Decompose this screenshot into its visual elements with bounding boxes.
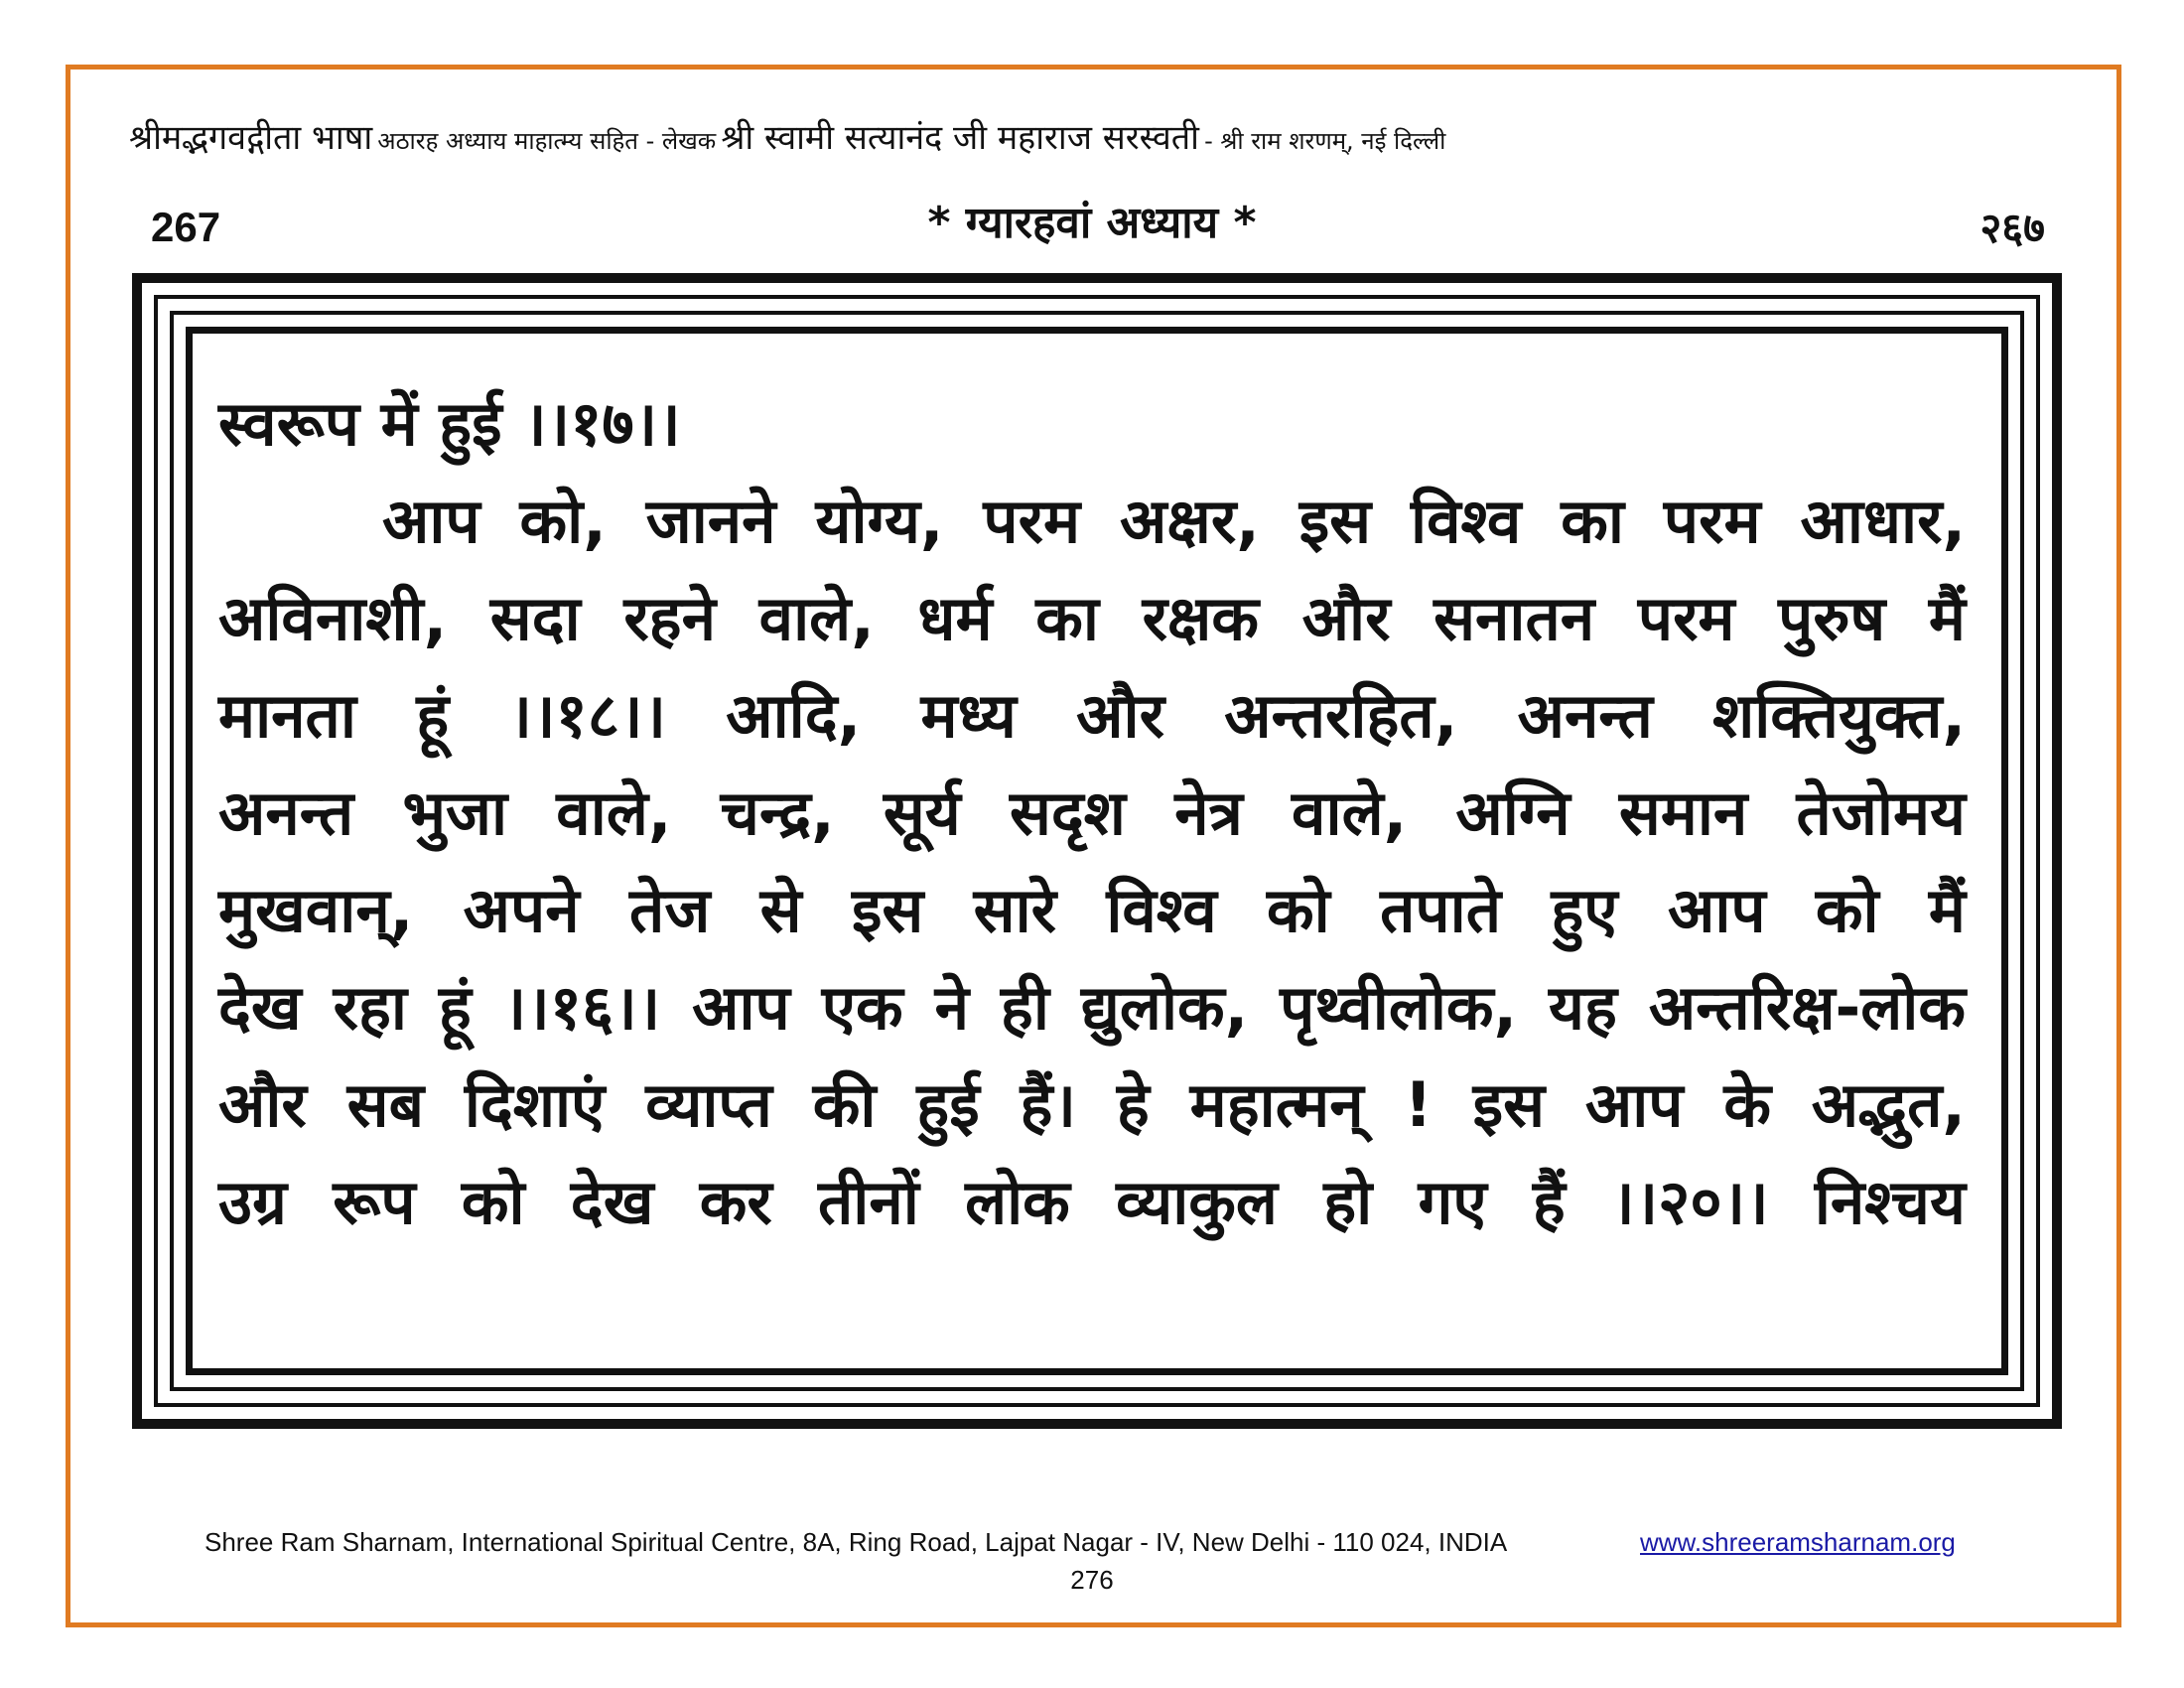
text-line: अविनाशी, सदा रहने वाले, धर्म का रक्षक और सनातन परम पुरुष मैं — [218, 582, 1966, 654]
chapter-title: * ग्यारहवां अध्याय * — [927, 198, 1257, 248]
book-author: श्री स्वामी सत्यानंद जी महाराज सरस्वती — [721, 118, 1199, 158]
book-publisher: - श्री राम शरणम्, नई दिल्ली — [1204, 127, 1446, 155]
footer-page-number: 276 — [1070, 1565, 1114, 1595]
text-line: मानता हूं ।।१८।। आदि, मध्य और अन्तरहित, अनन्त शक्तियुक्त, — [218, 679, 1966, 752]
text-line: देख रहा हूं ।।१६।। आप एक ने ही द्युलोक, पृथ्वीलोक, यह अन्तरिक्ष-लोक — [218, 971, 1966, 1044]
text-line: आप को, जानने योग्य, परम अक्षर, इस विश्व का परम आधार, — [382, 485, 1966, 557]
text-line: उग्र रूप को देख कर तीनों लोक व्याकुल हो गए हैं ।।२०।। निश्चय — [218, 1166, 1966, 1238]
footer-address: Shree Ram Sharnam, International Spiritual Centre, 8A, Ring Road, Lajpat Nagar - IV, New Delhi - 110 024, INDIA — [205, 1527, 1508, 1557]
book-subtitle: अठारह अध्याय माहात्म्य सहित - लेखक — [377, 127, 717, 155]
text-line: स्वरूप में हुई ।।१७।। — [218, 387, 681, 460]
page-number-arabic: 267 — [151, 204, 221, 250]
scripture-text — [218, 375, 1966, 1251]
book-title: श्रीमद्भगवद्गीता भाषा — [129, 118, 373, 158]
text-line: अनन्त भुजा वाले, चन्द्र, सूर्य सदृश नेत्र वाले, अग्नि समान तेजोमय — [218, 776, 1966, 849]
text-line: और सब दिशाएं व्याप्त की हुई हैं। हे महात्मन् ! इस आप के अद्भुत, — [218, 1068, 1966, 1141]
book-header — [129, 113, 2065, 163]
page-number-devanagari: २६७ — [1979, 204, 2045, 252]
text-line: मुखवान्, अपने तेज से इस सारे विश्व को तपाते हुए आप को मैं — [218, 874, 1966, 946]
website-link[interactable]: www.shreeramsharnam.org — [1640, 1527, 1956, 1557]
